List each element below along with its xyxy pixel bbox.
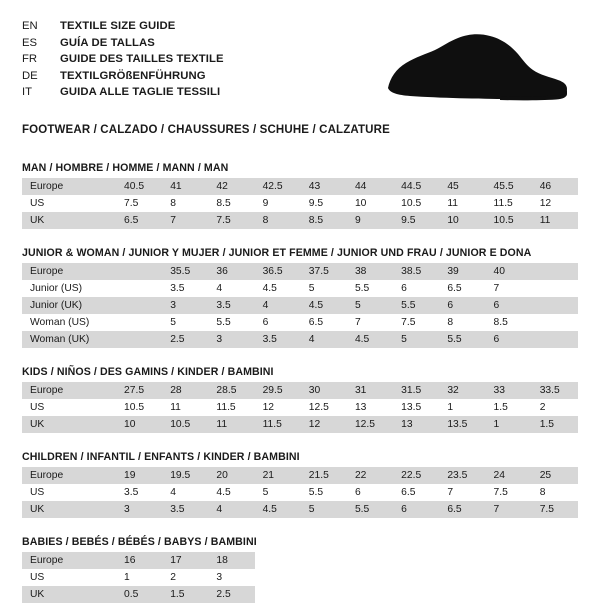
cell: 22 xyxy=(347,467,393,484)
row-label: Woman (US) xyxy=(30,316,90,328)
cell: 7.5 xyxy=(401,316,416,328)
table-row xyxy=(22,212,578,229)
table-row xyxy=(22,552,578,569)
cell: 4 xyxy=(301,331,347,348)
cell: 7.5 xyxy=(124,197,139,209)
cell: 45 xyxy=(439,178,485,195)
cell: 22.5 xyxy=(393,467,439,484)
table-row xyxy=(22,280,578,297)
row-label: UK xyxy=(22,212,116,229)
cell: 31.5 xyxy=(393,382,439,399)
cell xyxy=(116,297,162,314)
section-title: BABIES / BEBÉS / BÉBÉS / BABYS / BAMBINI xyxy=(22,536,257,548)
cell xyxy=(532,569,578,586)
cell: 10.5 xyxy=(162,416,208,433)
row-label: US xyxy=(30,571,45,583)
cell: 6 xyxy=(354,486,361,498)
cell: 4.5 xyxy=(255,501,301,518)
cell: 38.5 xyxy=(393,263,439,280)
cell: 7.5 xyxy=(493,486,508,498)
language-title-list xyxy=(22,18,224,101)
row-label: Junior (UK) xyxy=(22,297,116,314)
cell: 3 xyxy=(116,501,162,518)
language-title: TEXTILGRÖßENFÜHRUNG xyxy=(60,69,206,82)
cell: 11 xyxy=(208,416,254,433)
cell: 3 xyxy=(162,297,208,314)
language-row xyxy=(22,84,224,101)
table-row xyxy=(22,178,578,195)
cell xyxy=(532,331,578,348)
row-label: Junior (US) xyxy=(30,282,83,294)
cell: 5.5 xyxy=(216,316,231,328)
cell: 10 xyxy=(116,416,162,433)
cell xyxy=(486,552,532,569)
cell: 3.5 xyxy=(255,331,301,348)
section-title: MAN / HOMBRE / HOMME / MANN / MAN xyxy=(22,162,229,174)
cell: 23.5 xyxy=(439,467,485,484)
cell: 4 xyxy=(255,297,301,314)
cell xyxy=(347,552,393,569)
cell xyxy=(393,586,439,603)
cell: 2.5 xyxy=(208,586,254,603)
cell: 1.5 xyxy=(162,586,208,603)
table-row xyxy=(22,586,578,603)
table-row xyxy=(22,467,578,484)
cell: 6.5 xyxy=(116,212,162,229)
cell: 9.5 xyxy=(308,197,324,209)
table-row xyxy=(22,382,578,399)
cell: 11.5 xyxy=(216,401,236,413)
cell: 7.5 xyxy=(208,212,254,229)
cell xyxy=(439,569,485,586)
cell: 40 xyxy=(486,263,532,280)
section-man xyxy=(22,162,578,229)
cell: 5.5 xyxy=(354,282,370,294)
cell: 7 xyxy=(493,282,500,294)
cell: 46 xyxy=(532,178,578,195)
cell: 12.5 xyxy=(308,401,329,413)
cell: 28.5 xyxy=(208,382,254,399)
cell xyxy=(439,586,485,603)
cell xyxy=(532,263,578,280)
language-title: GUIDA ALLE TAGLIE TESSILI xyxy=(60,86,221,98)
cell: 5 xyxy=(301,501,347,518)
cell: 8.5 xyxy=(301,212,347,229)
size-table-babies xyxy=(22,552,578,603)
cell xyxy=(116,331,162,348)
size-table-junior-woman xyxy=(22,263,578,348)
table-row xyxy=(22,501,578,518)
cell: 24 xyxy=(486,467,532,484)
language-title: TEXTILE SIZE GUIDE xyxy=(60,20,176,32)
cell xyxy=(532,552,578,569)
cell: 2.5 xyxy=(162,331,208,348)
cell: 3.5 xyxy=(170,282,185,294)
cell: 5.5 xyxy=(347,501,393,518)
cell xyxy=(255,569,301,586)
cell xyxy=(532,586,578,603)
cell: 21 xyxy=(255,467,301,484)
cell: 11.5 xyxy=(255,416,301,433)
cell: 8 xyxy=(170,197,176,209)
cell: 45.5 xyxy=(486,178,532,195)
cell: 38 xyxy=(347,263,393,280)
cell: 44 xyxy=(347,178,393,195)
cell: 18 xyxy=(208,552,254,569)
row-label: UK xyxy=(22,501,116,518)
cell: 10.5 xyxy=(124,401,145,413)
cell xyxy=(347,569,393,586)
cell: 11 xyxy=(447,197,459,209)
cell: 19.5 xyxy=(162,467,208,484)
cell: 9 xyxy=(262,197,269,209)
cell: 4 xyxy=(170,486,176,498)
cell: 32 xyxy=(439,382,485,399)
cell xyxy=(439,552,485,569)
cell: 16 xyxy=(116,552,162,569)
cell: 6 xyxy=(393,501,439,518)
cell: 4.5 xyxy=(262,282,277,294)
cell: 3 xyxy=(216,571,223,583)
section-babies xyxy=(22,536,578,603)
cell: 6.5 xyxy=(308,316,324,328)
cell xyxy=(116,314,162,331)
cell: 11 xyxy=(170,401,181,413)
cell: 31 xyxy=(347,382,393,399)
section-children xyxy=(22,451,578,518)
table-row xyxy=(22,416,578,433)
cell: 8 xyxy=(255,212,301,229)
row-label: Europe xyxy=(22,382,116,399)
cell: 4.5 xyxy=(347,331,393,348)
cell: 33 xyxy=(486,382,532,399)
table-row xyxy=(22,263,578,280)
cell: 36 xyxy=(208,263,254,280)
cell xyxy=(116,263,162,280)
cell: 10 xyxy=(354,197,367,209)
row-label: UK xyxy=(22,586,116,603)
row-label: Woman (UK) xyxy=(22,331,116,348)
cell: 42 xyxy=(208,178,254,195)
cell: 42.5 xyxy=(255,178,301,195)
cell: 1 xyxy=(447,401,454,413)
cell xyxy=(532,314,578,331)
cell: 1 xyxy=(124,571,130,583)
cell: 7 xyxy=(486,501,532,518)
cell: 7 xyxy=(354,316,361,328)
cell: 10.5 xyxy=(486,212,532,229)
cell: 6 xyxy=(439,297,485,314)
cell: 1.5 xyxy=(532,416,578,433)
cell: 13.5 xyxy=(439,416,485,433)
table-row xyxy=(22,331,578,348)
cell: 6.5 xyxy=(447,282,462,294)
row-label: US xyxy=(30,197,45,209)
cell: 1 xyxy=(486,416,532,433)
cell: 29.5 xyxy=(255,382,301,399)
table-row xyxy=(22,569,578,586)
cell: 13.5 xyxy=(401,401,422,413)
cell: 35.5 xyxy=(162,263,208,280)
cell: 33.5 xyxy=(532,382,578,399)
cell: 43 xyxy=(301,178,347,195)
cell: 36.5 xyxy=(255,263,301,280)
cell: 7 xyxy=(162,212,208,229)
language-title: GUÍA DE TALLAS xyxy=(60,36,155,49)
section-title: CHILDREN / INFANTIL / ENFANTS / KINDER / BAMBINI xyxy=(22,451,300,463)
cell: 7 xyxy=(447,486,454,498)
cell: 2 xyxy=(170,571,176,583)
table-row xyxy=(22,484,578,501)
cell: 4.5 xyxy=(301,297,347,314)
cell: 27.5 xyxy=(116,382,162,399)
cell: 1.5 xyxy=(493,401,508,413)
cell: 7.5 xyxy=(532,501,578,518)
cell xyxy=(301,586,347,603)
cell: 3.5 xyxy=(124,486,139,498)
cell xyxy=(486,569,532,586)
cell: 5.5 xyxy=(393,297,439,314)
cell: 25 xyxy=(532,467,578,484)
cell: 12 xyxy=(539,197,552,209)
cell: 8.5 xyxy=(216,197,231,209)
cell: 3.5 xyxy=(162,501,208,518)
section-title: JUNIOR & WOMAN / JUNIOR Y MUJER / JUNIOR ET FEMME / JUNIOR UND FRAU / JUNIOR E DONA xyxy=(22,247,532,259)
section-junior-woman xyxy=(22,247,578,348)
table-row xyxy=(22,195,578,212)
cell: 6 xyxy=(486,297,532,314)
cell xyxy=(301,552,347,569)
cell: 4 xyxy=(208,501,254,518)
language-code: FR xyxy=(22,53,38,65)
cell: 4.5 xyxy=(216,486,231,498)
cell: 5 xyxy=(308,282,315,294)
cell: 9 xyxy=(347,212,393,229)
cell: 39 xyxy=(439,263,485,280)
cell: 5 xyxy=(347,297,393,314)
table-row xyxy=(22,297,578,314)
cell: 19 xyxy=(116,467,162,484)
size-table-children xyxy=(22,467,578,518)
row-label: UK xyxy=(22,416,116,433)
language-code: IT xyxy=(22,86,33,98)
cell xyxy=(347,586,393,603)
cell: 5 xyxy=(393,331,439,348)
cell: 11 xyxy=(532,212,578,229)
cell xyxy=(486,586,532,603)
cell: 2 xyxy=(539,401,546,413)
cell xyxy=(116,280,162,297)
cell: 8 xyxy=(447,316,454,328)
cell: 6 xyxy=(486,331,532,348)
language-code: EN xyxy=(22,20,38,32)
row-label: Europe xyxy=(22,467,116,484)
cell: 6 xyxy=(401,282,407,294)
cell: 17 xyxy=(162,552,208,569)
cell xyxy=(393,569,439,586)
cell xyxy=(255,552,301,569)
cell: 12 xyxy=(262,401,275,413)
cell: 8.5 xyxy=(493,316,508,328)
cell xyxy=(393,552,439,569)
cell: 10 xyxy=(439,212,485,229)
language-row xyxy=(22,51,224,68)
size-table-kids xyxy=(22,382,578,433)
section-kids xyxy=(22,366,578,433)
cell: 37.5 xyxy=(301,263,347,280)
cell: 5.5 xyxy=(439,331,485,348)
cell: 6.5 xyxy=(439,501,485,518)
cell: 13 xyxy=(393,416,439,433)
language-row xyxy=(22,35,224,52)
category-heading: FOOTWEAR / CALZADO / CHAUSSURES / SCHUHE / CALZATURE xyxy=(22,124,390,136)
cell: 9.5 xyxy=(393,212,439,229)
cell: 3 xyxy=(208,331,254,348)
language-row xyxy=(22,18,224,35)
language-title: GUIDE DES TAILLES TEXTILE xyxy=(60,53,224,65)
cell: 30 xyxy=(301,382,347,399)
cell: 11.5 xyxy=(493,197,513,209)
dress-shoe-icon xyxy=(380,30,570,110)
section-title: KIDS / NIÑOS / DES GAMINS / KINDER / BAMBINI xyxy=(22,366,274,378)
cell: 5 xyxy=(262,486,269,498)
cell: 44.5 xyxy=(393,178,439,195)
table-row xyxy=(22,399,578,416)
cell: 20 xyxy=(208,467,254,484)
document-header xyxy=(22,18,578,110)
cell: 6.5 xyxy=(401,486,416,498)
cell xyxy=(532,297,578,314)
row-label: Europe xyxy=(22,552,116,569)
size-table-man xyxy=(22,178,578,229)
cell: 5 xyxy=(170,316,176,328)
cell: 28 xyxy=(162,382,208,399)
cell: 12 xyxy=(301,416,347,433)
cell: 6 xyxy=(262,316,269,328)
language-row xyxy=(22,68,224,85)
cell xyxy=(255,586,301,603)
cell: 8 xyxy=(539,486,546,498)
row-label: US xyxy=(30,401,45,413)
cell: 4 xyxy=(216,282,223,294)
cell: 40.5 xyxy=(116,178,162,195)
language-code: DE xyxy=(22,69,38,82)
row-label: US xyxy=(30,486,45,498)
cell: 0.5 xyxy=(116,586,162,603)
cell xyxy=(301,569,347,586)
cell: 21.5 xyxy=(301,467,347,484)
cell: 5.5 xyxy=(308,486,324,498)
table-row xyxy=(22,314,578,331)
cell: 12.5 xyxy=(347,416,393,433)
cell: 13 xyxy=(354,401,367,413)
row-label: Europe xyxy=(22,178,116,195)
language-code: ES xyxy=(22,36,38,49)
row-label: Europe xyxy=(22,263,116,280)
cell: 41 xyxy=(162,178,208,195)
cell xyxy=(532,280,578,297)
cell: 10.5 xyxy=(401,197,422,209)
cell: 3.5 xyxy=(208,297,254,314)
